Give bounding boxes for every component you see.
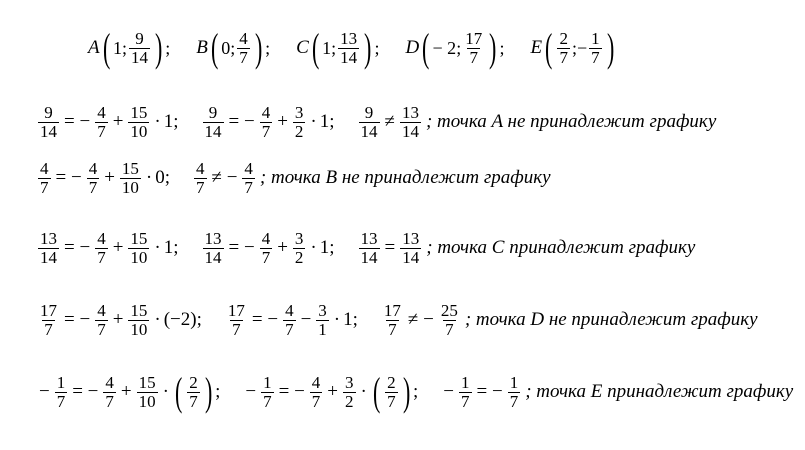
check-row-e: − $\frac{1}{7}$ = − $\frac{4}{7}$ + $\frac{15}{10}$ · ( $\frac{2}{7}$ ) ; − $\frac{1}{7}$ = − $\frac{4}{7}$ + $\frac{3}{2}$ · ( $\frac{2}{7}$ ) ; − $\frac{1}{7}$ = − $\frac{1}{7}$ ; точка E принадлежит графику: [39, 369, 794, 414]
conclusion-d: ; точка D не принадлежит графику: [464, 309, 758, 331]
point-a: A ( 1 ; $\frac{9}{14}$ ) ;: [88, 25, 171, 70]
conclusion-e: ; точка E принадлежит графику: [525, 381, 794, 402]
point-b: B ( 0 ; $\frac{4}{7}$ ) ;: [196, 25, 271, 70]
point-c: C ( 1 ; $\frac{13}{14}$ ) ;: [296, 25, 380, 70]
conclusion-a: ; точка A не принадлежит графику: [425, 111, 717, 133]
points-row: [88, 25, 643, 70]
point-d: D ( − 2 ; $\frac{17}{7}$ ) ;: [405, 25, 505, 70]
conclusion-b: ; точка B не принадлежит графику: [259, 167, 551, 189]
check-row-b: $\frac{4}{7}$ = − $\frac{4}{7}$ + $\frac{15}{10}$ · 0 ; $\frac{4}{7}$ ≠ − $\frac{4}{7}$ ; точка B не принадлежит графику: [40, 159, 551, 197]
check-row-d: $\frac{17}{7}$ = − $\frac{4}{7}$ + $\frac{15}{10}$ · (−2); $\frac{17}{7}$ = − $\frac{4}{7}$ − $\frac{3}{1}$ · 1 ; $\frac{17}{7}$ ≠ − $\frac{25}{7}$ ; точка D не принадлежит графику: [40, 301, 758, 339]
check-row-c: $\frac{13}{14}$ = − $\frac{4}{7}$ + $\frac{15}{10}$ · 1 ; $\frac{13}{14}$ = − $\frac{4}{7}$ + $\frac{3}{2}$ · 1 ; $\frac{13}{14}$ = $\frac{13}{14}$ ; точка C принадлежит графику: [40, 229, 696, 267]
conclusion-c: ; точка C принадлежит графику: [426, 237, 696, 259]
point-e: E ( $\frac{2}{7}$ ;− $\frac{1}{7}$ ): [530, 25, 614, 70]
check-row-a: $\frac{9}{14}$ = − $\frac{4}{7}$ + $\frac{15}{10}$ · 1 ; $\frac{9}{14}$ = − $\frac{4}{7}$ + $\frac{3}{2}$ · 1 ; $\frac{9}{14}$ ≠ $\frac{13}{14}$ ; точка A не принадлежит графику: [40, 103, 717, 141]
